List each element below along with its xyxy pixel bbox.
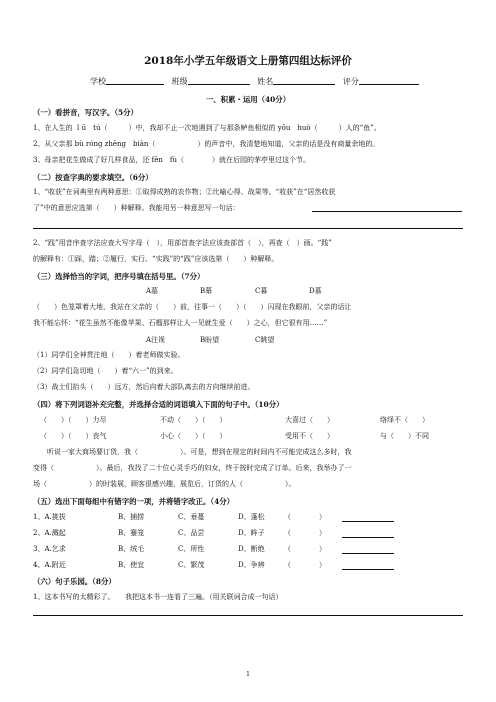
s5-row-2-b: B、蹇笼 (118, 529, 145, 537)
s5-row-1-a: 1、A.挑拔 (33, 513, 66, 521)
s3-option-b: B幕 (200, 287, 213, 295)
s5-row-4-d: D、争辨 (238, 561, 265, 569)
s3-item-3: （3）战士们抬头（ ）远方，然后向着大部队离去的方向继续前进。 (33, 383, 255, 391)
s5-row-4-answer[interactable] (342, 569, 394, 570)
school-blank[interactable] (106, 76, 164, 85)
section1-heading: （一）看拼音，写汉字。（5分） (33, 108, 138, 117)
s3-option2-c: C眺望 (255, 336, 275, 344)
s5-row-3-b: B、绒毛 (118, 545, 145, 553)
s4-idiom-3: 大喜过（ ） (285, 416, 334, 424)
s4-passage-line-2: 变得（ ）。最后，我找了二十位心灵手巧的妇女，终于按时完成了订单。后来，我举办了一 (33, 464, 352, 472)
s3-item-1: （1）同学们全神贯注地（ ）着老师做实验。 (33, 351, 185, 359)
s5-row-2-paren: （ ） (284, 529, 326, 537)
section2-heading: （二）按查字典的要求填空。（6分） (33, 173, 153, 182)
s5-row-1-d: D、蓬松 (238, 513, 265, 521)
s1-question-1: 1、在人生的 ｌū tú（ ）中，我却不止一次地遇到了与那条鲈鱼相似的 yōu huò（ ）人的“鱼”。 (33, 124, 381, 132)
s5-row-4-paren: （ ） (284, 561, 326, 569)
s4-idiom-5: （ ）（ ）丧气 (40, 432, 107, 440)
s2-question-2b: 的解释有：①踩，踏；②履行，实行。“实践”的“践”应该选第（ ）种解释。 (33, 255, 279, 263)
s5-row-3-answer[interactable] (342, 553, 394, 554)
s6-question-1: 1、这本书写的太精彩了。 我把这本书一连看了三遍。（用关联词合成一句话） (33, 593, 283, 601)
s5-row-4-b: B、使宜 (118, 561, 145, 569)
page-number: 1 (246, 671, 250, 678)
s5-row-1-b: B、捕捞 (118, 513, 145, 521)
class-label: 班级 (171, 77, 188, 86)
s4-idiom-2: 不动（ ）（ ） (160, 416, 227, 424)
class-blank[interactable] (188, 76, 250, 85)
s5-row-3-d: D、断绝 (238, 545, 265, 553)
s1-question-2: 2、从父亲那 bù róng zhēng biàn（ ）的声音中，我清楚地知道，父亲的话是没有商量余地的。 (33, 140, 380, 148)
section4-heading: （四）将下列词语补充完整，并选择合适的词语填入下面的句子中。（10分） (33, 400, 284, 409)
s2-question-2a: 2、“践”用音序查字法应查大写字母（ ），用部首查字法应该查部首（ ），再查（ ）画。“践” (33, 239, 332, 247)
s3-option2-a: A注视 (146, 336, 166, 344)
score-blank[interactable] (359, 76, 419, 85)
section3-heading: （三）选择恰当的字词，把序号填在括号里。（7分） (33, 272, 205, 281)
s6-answer-line[interactable] (33, 615, 463, 616)
s4-idiom-7: 受用不（ ） (285, 432, 334, 440)
s5-row-1-c: C、垂蔓 (178, 513, 205, 521)
s4-idiom-8: 与（ ）不同 (380, 432, 429, 440)
s3-passage-line-1: （ ）色笼罩着大地，我站在父亲的（ ）前，往事一（ ）（ ）闪现在我眼前，父亲的话让 (33, 303, 352, 311)
s2-question-1a: 1、“收获”在词典里有两种意思：①取得成熟的农作物；②比喻心得、战果等。“收获”在“居然收获 (33, 188, 336, 196)
s3-option2-b: B盼望 (200, 336, 220, 344)
section6-heading: （六）句子乐园。（8分） (33, 577, 116, 586)
s5-row-2-a: 2、A.溅起 (33, 529, 66, 537)
s5-row-3-paren: （ ） (284, 545, 326, 553)
name-blank[interactable] (273, 76, 335, 85)
school-label: 学校 (90, 77, 106, 86)
s4-idiom-1: （ ）（ ）力尽 (40, 416, 107, 424)
s1-question-3: 3、母亲把花生做成了好几样食品，还 fēn fù（ ）就在后园的茅亭里过这个节。 (33, 156, 311, 164)
s2-question-1b: 了”中的意思应选第（ ）种解释。我能用另一种意思写一句话： (33, 204, 240, 212)
s2-answer-line-2[interactable] (33, 228, 463, 229)
s5-row-2-c: C、品尝 (178, 529, 205, 537)
s3-option-d: D慕 (309, 287, 322, 295)
s5-row-4-a: 4、A.附近 (33, 561, 66, 569)
s5-row-2-d: D、眸子 (238, 529, 265, 537)
score-label: 评分 (342, 77, 359, 86)
s5-row-4-c: C、繁茂 (178, 561, 205, 569)
name-label: 姓名 (257, 77, 274, 86)
s5-row-2-answer[interactable] (342, 537, 394, 538)
s5-row-1-answer[interactable] (342, 521, 394, 522)
s5-row-3-c: C、所性 (178, 545, 205, 553)
s4-passage-line-3: 场（ ）的时装展，顾客很感兴趣，展览后，订货的人（ ）。 (33, 480, 296, 488)
s4-idiom-4: 络绎不（ ） (380, 416, 429, 424)
s3-passage-line-2: 我不能忘怀：“花生虽然不能像苹果、石榴那样让人一见就生爱（ ）之心，但它很有用……” (33, 319, 328, 327)
s3-item-2: （2）同学们急切地（ ）着“六一”的到来。 (33, 367, 178, 375)
s5-row-1-paren: （ ） (284, 513, 326, 521)
s3-option-c: C暮 (255, 287, 268, 295)
s3-option-a: A墓 (146, 287, 159, 295)
s4-idiom-6: 小心（ ）（ ） (160, 432, 227, 440)
s5-row-3-a: 3、A.乞求 (33, 545, 66, 553)
part1-heading: 一、积累・运用（40分） (205, 95, 291, 104)
s4-passage-line-1: 听说一家大商场要订货，我（ ）。可是，想到在规定的时间内不可能完成这么多时，我 (47, 448, 352, 456)
section5-heading: （五）选出下面每组中有错字的一项，并将错字改正。（4分） (33, 497, 234, 506)
page-title: 2018年小学五年级语文上册第四组达标评价 (144, 55, 352, 67)
student-info-row (90, 76, 419, 86)
s2-answer-line-1[interactable] (312, 211, 462, 212)
